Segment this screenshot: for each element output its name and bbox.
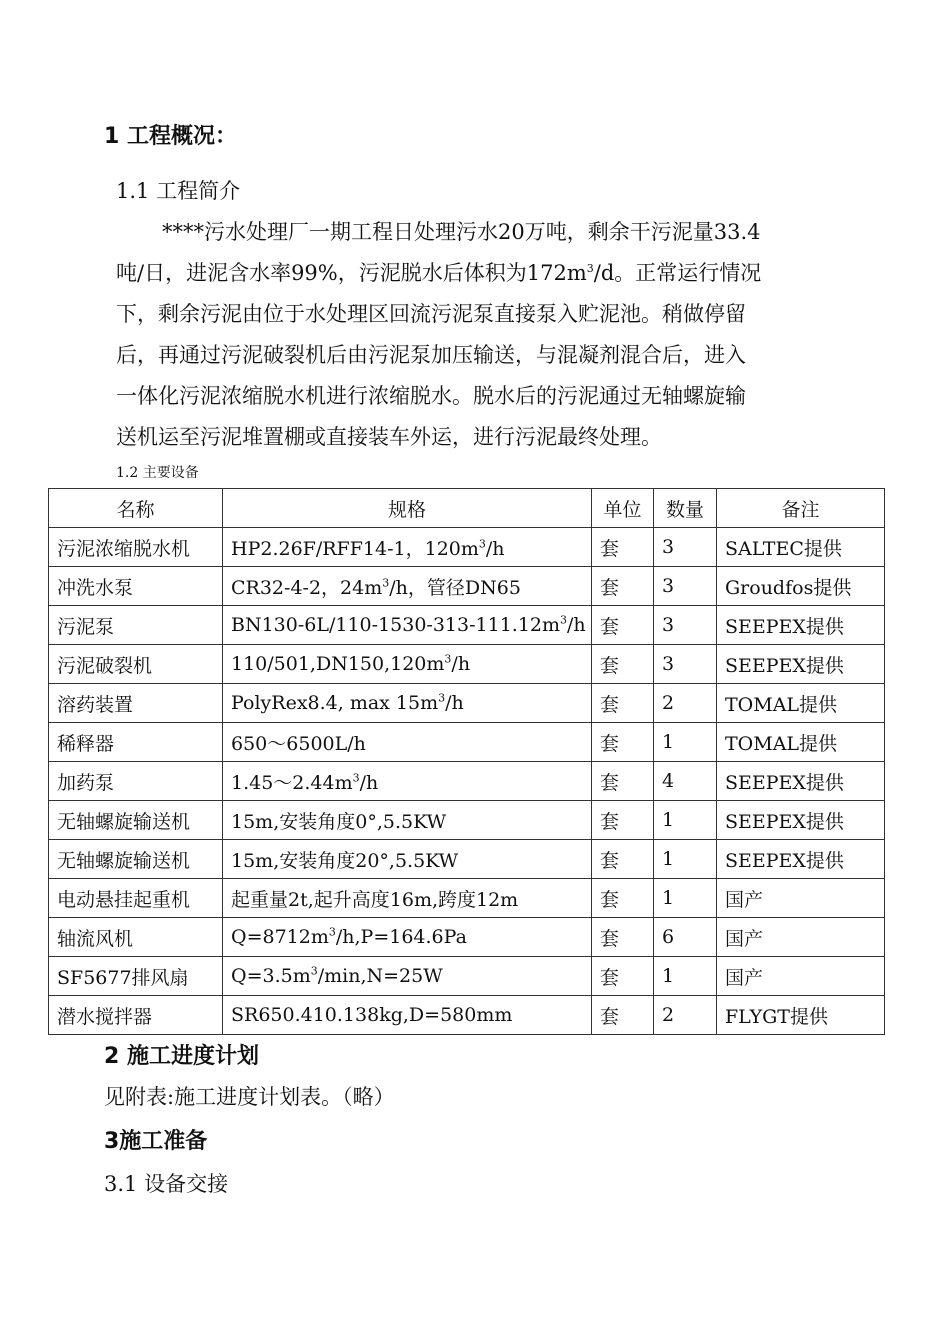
- cell-name: 稀释器: [49, 723, 223, 762]
- cell-spec: 起重量2t,起升高度16m,跨度12m: [223, 879, 592, 918]
- cell-spec: CR32-4-2，$24m^3/h$，管径DN65: [223, 567, 592, 606]
- section-2-text: 见附表:施工进度计划表。（略）: [104, 1085, 395, 1109]
- paragraph-line: ****污水处理厂一期工程日处理污水20万吨，剩余干污泥量33.4: [162, 220, 761, 244]
- cell-spec: SR650.410.138kg,D=580mm: [223, 996, 592, 1035]
- cell-quantity: 6: [654, 918, 717, 957]
- cell-remark: Groudfos提供: [717, 567, 885, 606]
- table-row: [49, 957, 885, 996]
- project-intro-paragraph: [116, 212, 856, 458]
- paragraph-line: 吨/日，进泥含水率99%，污泥脱水后体积为$172m^3/d$。正常运行情况: [116, 261, 762, 285]
- cell-unit: 套: [592, 918, 654, 957]
- cell-spec: 15m,安装角度20°,5.5KW: [223, 840, 592, 879]
- cell-quantity: 2: [654, 996, 717, 1035]
- table-row: [49, 528, 885, 567]
- cell-unit: 套: [592, 762, 654, 801]
- table-row: [49, 762, 885, 801]
- cell-remark: SEEPEX提供: [717, 645, 885, 684]
- table-row: [49, 684, 885, 723]
- cell-unit: 套: [592, 996, 654, 1035]
- cell-quantity: 3: [654, 645, 717, 684]
- section-1-2-heading: 1.2 主要设备: [116, 465, 199, 481]
- table-row: [49, 996, 885, 1035]
- paragraph-line: 下，剩余污泥由位于水处理区回流污泥泵直接泵入贮泥池。稍做停留: [116, 302, 746, 326]
- cell-quantity: 1: [654, 723, 717, 762]
- cell-unit: 套: [592, 801, 654, 840]
- cell-spec: $1.45\sim 2.44m^3/h$: [223, 762, 592, 801]
- cell-quantity: 3: [654, 606, 717, 645]
- cell-unit: 套: [592, 606, 654, 645]
- cell-unit: 套: [592, 879, 654, 918]
- cell-name: 溶药装置: [49, 684, 223, 723]
- cell-spec: $Q=8712m^3/h,P=164.6Pa$: [223, 918, 592, 957]
- cell-spec: 15m,安装角度0°,5.5KW: [223, 801, 592, 840]
- paragraph-line: 后，再通过污泥破裂机后由污泥泵加压输送，与混凝剂混合后，进入: [116, 343, 746, 367]
- cell-name: 潜水搅拌器: [49, 996, 223, 1035]
- cell-unit: 套: [592, 567, 654, 606]
- paragraph-line: 一体化污泥浓缩脱水机进行浓缩脱水。脱水后的污泥通过无轴螺旋输: [116, 384, 746, 408]
- cell-remark: SEEPEX提供: [717, 606, 885, 645]
- table-row: [49, 606, 885, 645]
- cell-name: 污泥泵: [49, 606, 223, 645]
- cell-remark: SEEPEX提供: [717, 762, 885, 801]
- cell-quantity: 3: [654, 528, 717, 567]
- equipment-table-body: [49, 528, 885, 1035]
- cell-unit: 套: [592, 957, 654, 996]
- section-1-heading: 1 工程概况：: [104, 124, 237, 149]
- cell-name: 污泥浓缩脱水机: [49, 528, 223, 567]
- cell-name: 加药泵: [49, 762, 223, 801]
- header-remark: 备注: [717, 489, 885, 528]
- cell-spec: $Q=3.5m^3/\min,N=25W$: [223, 957, 592, 996]
- cell-spec: $BN130-6L/110-1530-313-111.12m^3/h$: [223, 606, 592, 645]
- cell-unit: 套: [592, 528, 654, 567]
- cell-spec: $110/501,DN150,120m^3/h$: [223, 645, 592, 684]
- header-spec: 规格: [223, 489, 592, 528]
- cell-name: 无轴螺旋输送机: [49, 801, 223, 840]
- cell-name: 轴流风机: [49, 918, 223, 957]
- cell-quantity: 1: [654, 879, 717, 918]
- table-row: [49, 879, 885, 918]
- cell-quantity: 4: [654, 762, 717, 801]
- cell-quantity: 2: [654, 684, 717, 723]
- cell-spec: 650～6500L/h: [223, 723, 592, 762]
- table-header-row: [49, 489, 885, 528]
- header-name: 名称: [49, 489, 223, 528]
- section-2-heading: 2 施工进度计划: [104, 1044, 259, 1069]
- table-row: [49, 645, 885, 684]
- cell-name: 冲洗水泵: [49, 567, 223, 606]
- cell-name: 污泥破裂机: [49, 645, 223, 684]
- cell-spec: HP2.26F/RFF14-1，$120m^3/h$: [223, 528, 592, 567]
- cell-remark: 国产: [717, 918, 885, 957]
- cell-remark: SEEPEX提供: [717, 801, 885, 840]
- cell-remark: SEEPEX提供: [717, 840, 885, 879]
- equipment-table: [48, 488, 885, 1035]
- cell-remark: SALTEC提供: [717, 528, 885, 567]
- cell-remark: FLYGT提供: [717, 996, 885, 1035]
- cell-unit: 套: [592, 723, 654, 762]
- section-3-heading: 3施工准备: [104, 1129, 208, 1154]
- cell-remark: 国产: [717, 879, 885, 918]
- cell-name: 无轴螺旋输送机: [49, 840, 223, 879]
- table-row: [49, 723, 885, 762]
- table-row: [49, 801, 885, 840]
- cell-remark: 国产: [717, 957, 885, 996]
- table-row: [49, 918, 885, 957]
- cell-name: SF5677排风扇: [49, 957, 223, 996]
- section-3-1-heading: 3.1 设备交接: [104, 1172, 229, 1196]
- cell-quantity: 1: [654, 801, 717, 840]
- cell-remark: TOMAL提供: [717, 684, 885, 723]
- paragraph-line: 送机运至污泥堆置棚或直接装车外运，进行污泥最终处理。: [116, 425, 662, 449]
- table-row: [49, 567, 885, 606]
- header-quantity: 数量: [654, 489, 717, 528]
- header-unit: 单位: [592, 489, 654, 528]
- cell-name: 电动悬挂起重机: [49, 879, 223, 918]
- section-1-1-heading: 1.1 工程简介: [116, 179, 241, 203]
- cell-spec: PolyRex8.4, $\max 15m^3/h$: [223, 684, 592, 723]
- table-row: [49, 840, 885, 879]
- cell-remark: TOMAL提供: [717, 723, 885, 762]
- cell-unit: 套: [592, 645, 654, 684]
- cell-quantity: 1: [654, 957, 717, 996]
- cell-unit: 套: [592, 684, 654, 723]
- cell-unit: 套: [592, 840, 654, 879]
- cell-quantity: 3: [654, 567, 717, 606]
- cell-quantity: 1: [654, 840, 717, 879]
